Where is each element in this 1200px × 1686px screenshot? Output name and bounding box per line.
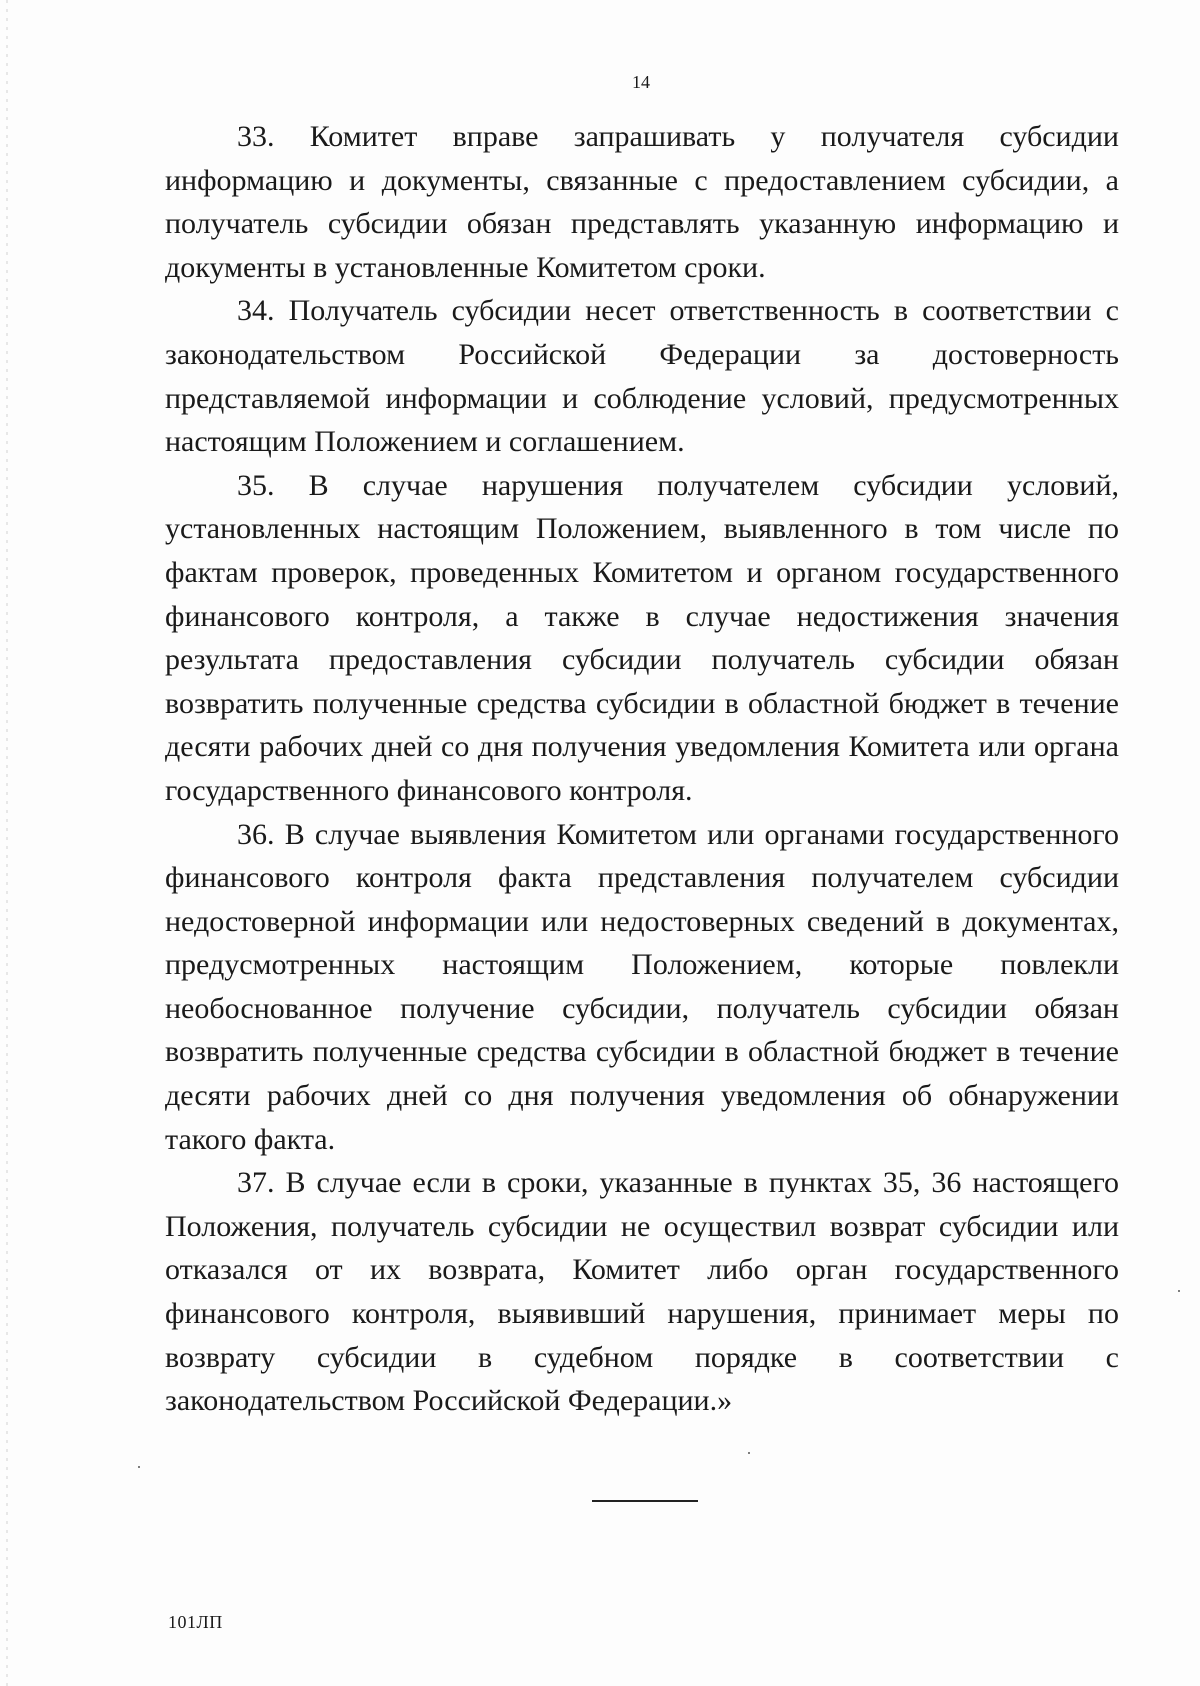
scan-edge-artifact (6, 0, 8, 1686)
document-body (165, 115, 1119, 1423)
paragraph-35: 35. В случае нарушения получателем субсидии условий, установленных настоящим Положением, выявленного в том числе по фактам проверок, проведенных Комитетом и органом государственного финансового контроля, а также в случае недостижения значения результата предоставления субсидии получатель субсидии обязан возвратить полученные средства субсидии в областной бюджет в течение десяти рабочих дней со дня получения уведомления Комитета или органа государственного финансового контроля. (165, 468, 1119, 807)
page-number: 14 (632, 72, 650, 92)
paragraph-36: 36. В случае выявления Комитетом или органами государственного финансового контроля факта представления получателем субсидии недостоверной информации или недостоверных сведений в документах, предусмотренных настоящим Положением, которые повлекли необоснованное получение субсидии, получатель субсидии обязан возвратить полученные средства субсидии в областной бюджет в течение десяти рабочих дней со дня получения уведомления об обнаружении такого факта. (165, 817, 1119, 1156)
footer-document-code: 101ЛП (168, 1612, 223, 1632)
paragraph-37: 37. В случае если в сроки, указанные в пунктах 35, 36 настоящего Положения, получатель субсидии не осуществил возврат субсидии или отказался от их возврата, Комитет либо орган государственного финансового контроля, выявивший нарушения, принимает меры по возврату субсидии в судебном порядке в соответствии с законодательством Российской Федерации.» (165, 1166, 1119, 1418)
scan-speck (748, 1452, 750, 1454)
scan-speck (1178, 1290, 1180, 1292)
paragraph-34: 34. Получатель субсидии несет ответственность в соответствии с законодательством Российской Федерации за достоверность представляемой информации и соблюдение условий, предусмотренных настоящим Положением и соглашением. (165, 294, 1119, 459)
end-of-text-rule (592, 1500, 698, 1502)
scan-speck (138, 1466, 140, 1468)
paragraph-33: 33. Комитет вправе запрашивать у получателя субсидии информацию и документы, связанные с предоставлением субсидии, а получатель субсидии обязан представлять указанную информацию и документы в установленные Комитетом сроки. (165, 120, 1119, 284)
